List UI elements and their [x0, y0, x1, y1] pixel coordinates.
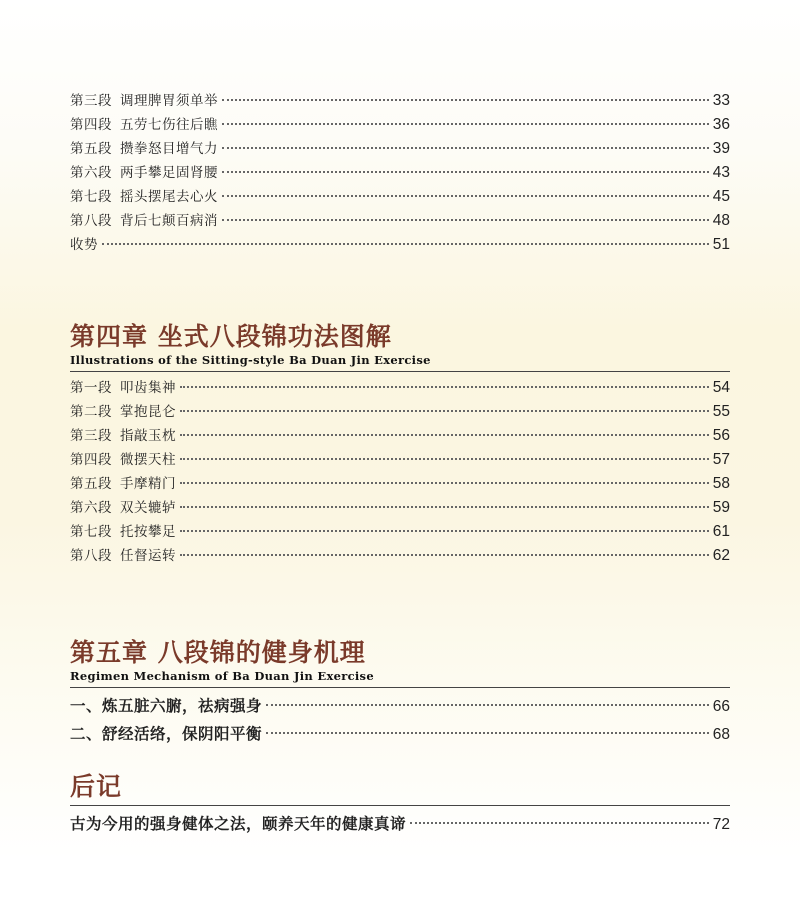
toc-entry-title: 一、炼五脏六腑，祛病强身	[70, 696, 263, 715]
chapter-divider	[70, 371, 730, 372]
toc-entry-section: 第二段	[70, 404, 112, 420]
toc-entry-title: 调理脾胃须单举	[120, 93, 218, 109]
dot-leader	[266, 731, 709, 734]
dot-leader	[180, 457, 709, 460]
dot-leader	[222, 146, 709, 149]
toc-entry-page: 48	[712, 212, 730, 229]
toc-entry[interactable]	[70, 472, 730, 496]
dot-leader	[102, 242, 709, 245]
dot-leader	[222, 122, 709, 125]
toc-entry-title: 五劳七伤往后瞧	[120, 117, 218, 133]
toc-entry-title: 两手攀足固肾腰	[120, 165, 218, 181]
toc-entry-page: 45	[712, 188, 730, 205]
chapter-title[interactable]: 第五章 八段锦的健身机理	[70, 638, 366, 667]
toc-entry-section: 第六段	[70, 165, 112, 181]
toc-entry-page: 36	[712, 116, 730, 133]
dot-leader	[180, 385, 709, 388]
toc-entry-page: 58	[712, 475, 730, 492]
toc-section-chapter4	[70, 322, 730, 568]
toc-entry-section: 第六段	[70, 500, 112, 516]
chapter-title[interactable]: 后记	[70, 772, 123, 801]
toc-entry-page: 55	[712, 403, 730, 420]
toc-entry-page: 66	[712, 698, 730, 715]
toc-entry-section: 第七段	[70, 524, 112, 540]
toc-entry-title: 摇头摆尾去心火	[120, 189, 218, 205]
chapter-divider	[70, 687, 730, 688]
chapter-subtitle: Illustrations of the Sitting-style Ba Duan Jin Exercise	[70, 353, 431, 367]
toc-entry-title: 背后七颠百病消	[120, 213, 218, 229]
toc-entry-page: 39	[712, 140, 730, 157]
dot-leader	[410, 821, 709, 824]
toc-entry-title: 指敲玉枕	[120, 428, 176, 444]
toc-entry-section: 第四段	[70, 452, 112, 468]
toc-entry-page: 51	[712, 236, 730, 253]
toc-entry-section: 第三段	[70, 428, 112, 444]
toc-entry-page: 68	[712, 726, 730, 743]
toc-entry-title: 攒拳怒目增气力	[120, 141, 218, 157]
toc-entry-page: 54	[712, 379, 730, 396]
toc-section-afterword	[70, 772, 730, 838]
chapter-title[interactable]: 第四章 坐式八段锦功法图解	[70, 322, 392, 351]
toc-entry[interactable]	[70, 89, 730, 113]
toc-entry[interactable]	[70, 113, 730, 137]
toc-entry-section: 第五段	[70, 476, 112, 492]
dot-leader	[222, 170, 709, 173]
toc-entry[interactable]	[70, 400, 730, 424]
toc-entry-title: 微摆天柱	[120, 452, 176, 468]
toc-section-chapter5	[70, 638, 730, 748]
dot-leader	[180, 529, 709, 532]
dot-leader	[180, 505, 709, 508]
dot-leader	[180, 433, 709, 436]
toc-entry[interactable]	[70, 720, 730, 748]
toc-entry[interactable]	[70, 137, 730, 161]
toc-entry[interactable]	[70, 376, 730, 400]
toc-entry-section: 第七段	[70, 189, 112, 205]
toc-entry[interactable]	[70, 544, 730, 568]
dot-leader	[222, 218, 709, 221]
dot-leader	[180, 481, 709, 484]
chapter-divider	[70, 805, 730, 806]
toc-entry[interactable]	[70, 185, 730, 209]
toc-entry-section: 第四段	[70, 117, 112, 133]
toc-entry-title: 二、舒经活络，保阴阳平衡	[70, 724, 263, 743]
toc-entry-title: 任督运转	[120, 548, 176, 564]
dot-leader	[180, 553, 709, 556]
toc-entry-page: 56	[712, 427, 730, 444]
toc-entry-title: 托按攀足	[120, 524, 176, 540]
toc-entry-page: 43	[712, 164, 730, 181]
dot-leader	[222, 98, 709, 101]
toc-entry-page: 33	[712, 92, 730, 109]
toc-entry-section: 第三段	[70, 93, 112, 109]
dot-leader	[222, 194, 709, 197]
toc-entry[interactable]	[70, 209, 730, 233]
toc-entry-title: 叩齿集神	[120, 380, 176, 396]
toc-entry-title: 古为今用的强身健体之法，颐养天年的健康真谛	[70, 814, 407, 833]
toc-entry[interactable]	[70, 692, 730, 720]
toc-entry-page: 62	[712, 547, 730, 564]
toc-entry[interactable]	[70, 448, 730, 472]
toc-entry-page: 59	[712, 499, 730, 516]
toc-entry-title: 掌抱昆仑	[120, 404, 176, 420]
toc-entry[interactable]	[70, 520, 730, 544]
dot-leader	[266, 703, 709, 706]
toc-entry-page: 72	[712, 816, 730, 833]
toc-entry[interactable]	[70, 424, 730, 448]
toc-entry-section: 第八段	[70, 213, 112, 229]
toc-entry-page: 61	[712, 523, 730, 540]
toc-entry[interactable]	[70, 233, 730, 257]
dot-leader	[180, 409, 709, 412]
toc-entry-section: 第八段	[70, 548, 112, 564]
toc-entry[interactable]	[70, 161, 730, 185]
toc-section-chapter3-tail	[70, 89, 730, 257]
chapter-subtitle: Regimen Mechanism of Ba Duan Jin Exercise	[70, 669, 374, 683]
toc-entry-section: 收势	[70, 237, 98, 253]
toc-entry-title: 手摩精门	[120, 476, 176, 492]
toc-entry-page: 57	[712, 451, 730, 468]
toc-entry-section: 第一段	[70, 380, 112, 396]
toc-entry[interactable]	[70, 496, 730, 520]
toc-entry-section: 第五段	[70, 141, 112, 157]
toc-entry[interactable]	[70, 810, 730, 838]
toc-entry-title: 双关辘轳	[120, 500, 176, 516]
